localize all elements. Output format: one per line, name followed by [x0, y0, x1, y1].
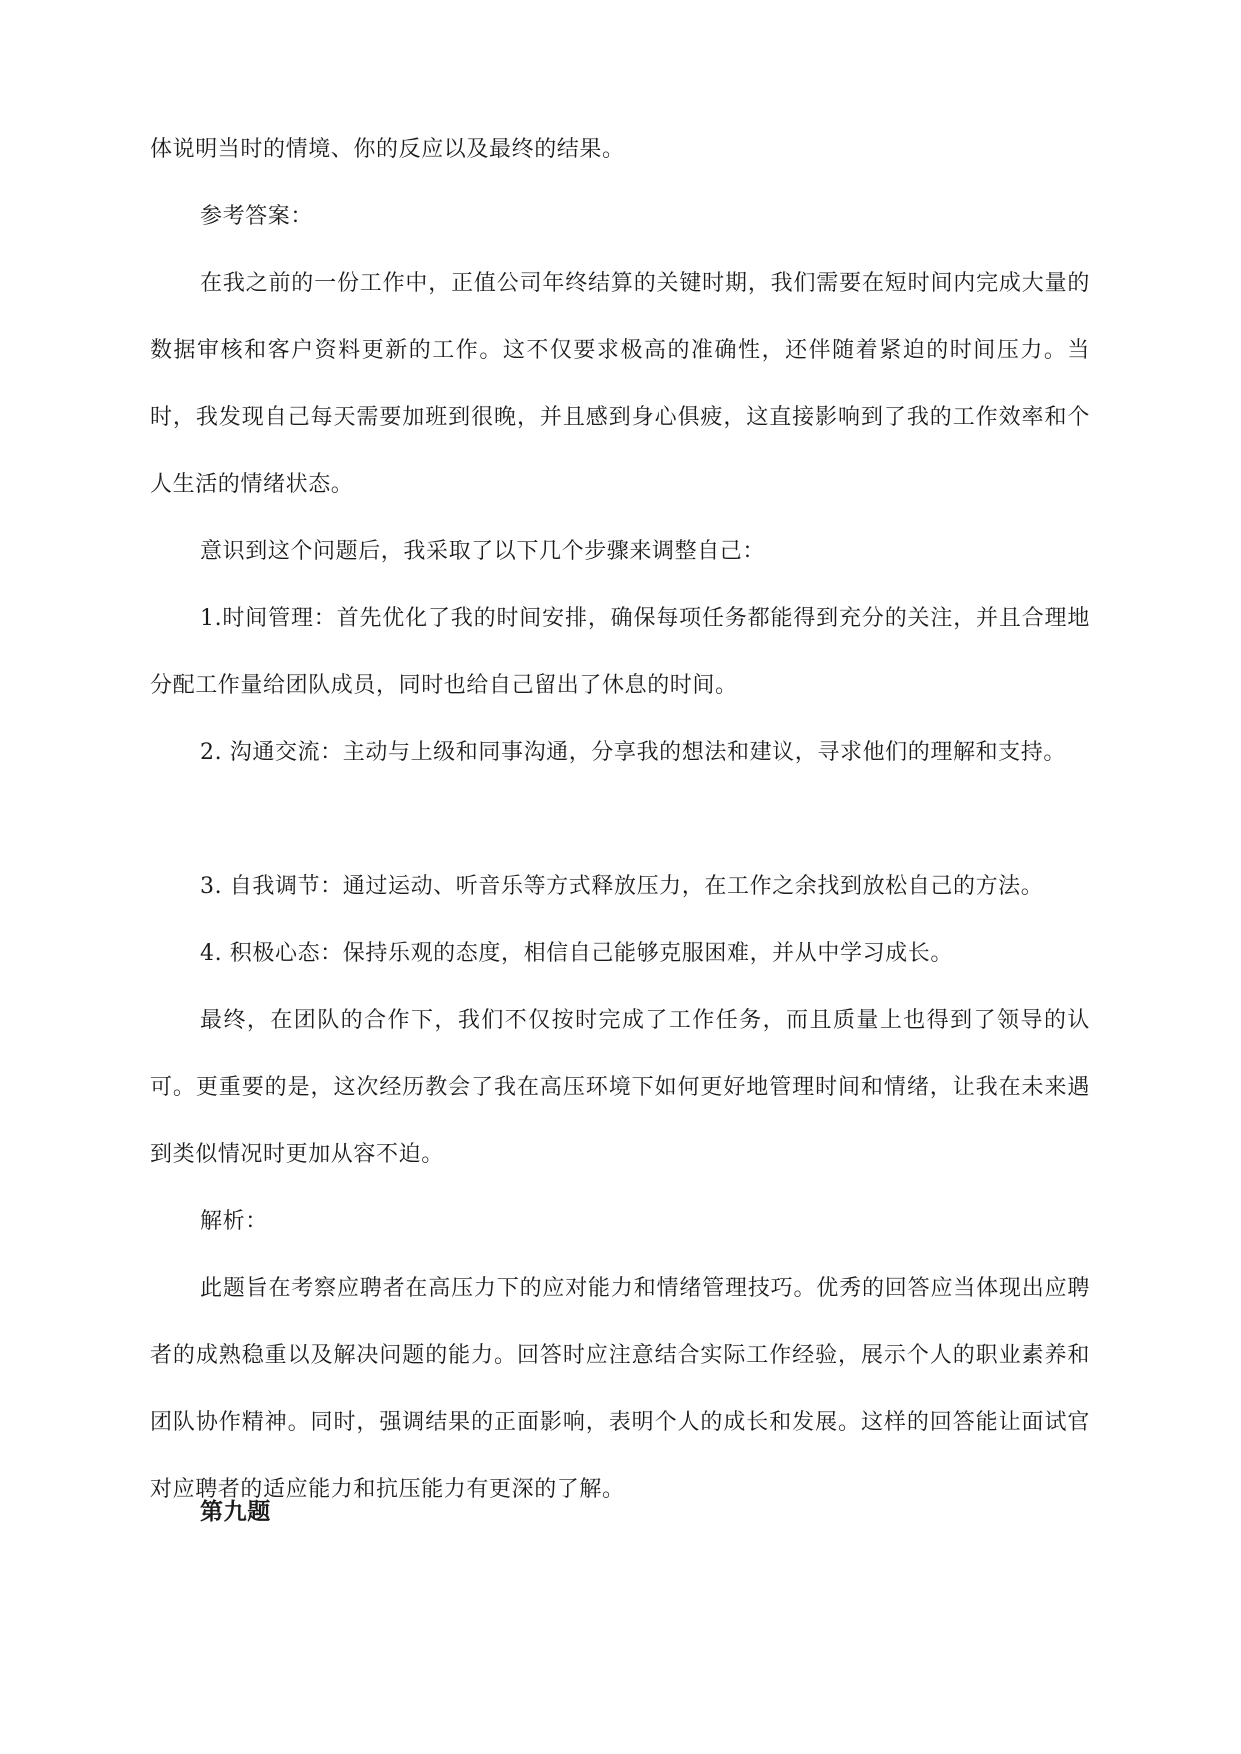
paragraph-intro-continuation: 体说明当时的情境、你的反应以及最终的结果。	[150, 137, 625, 162]
answer-paragraph-outcome: 最终，在团队的合作下，我们不仅按时完成了工作任务，而且质量上也得到了领导的认可。更重要的是，这次经历教会了我在高压环境下如何更好地管理时间和情绪，让我在未来遇到类似情况时更加从容不迫。	[150, 1008, 1090, 1167]
answer-step-time-management: 1.时间管理：首先优化了我的时间安排，确保每项任务都能得到充分的关注，并且合理地分配工作量给团队成员，同时也给自己留出了休息的时间。	[150, 606, 1090, 698]
reference-answer-label: 参考答案：	[200, 204, 314, 229]
answer-paragraph-situation: 在我之前的一份工作中，正值公司年终结算的关键时期，我们需要在短时间内完成大量的数据审核和客户资料更新的工作。这不仅要求极高的准确性，还伴随着紧迫的时间压力。当时，我发现自己每天需要加班到很晚，并且感到身心俱疲，这直接影响到了我的工作效率和个人生活的情绪状态。	[150, 271, 1090, 497]
analysis-label: 解析：	[200, 1209, 268, 1234]
answer-step-self-regulation: 3. 自我调节：通过运动、听音乐等方式释放压力，在工作之余找到放松自己的方法。	[200, 874, 1044, 899]
next-question-heading: 第九题	[200, 1499, 271, 1525]
answer-step-positive-attitude: 4. 积极心态：保持乐观的态度，相信自己能够克服困难，并从中学习成长。	[200, 941, 953, 966]
answer-step-communication: 2. 沟通交流：主动与上级和同事沟通，分享我的想法和建议，寻求他们的理解和支持。	[200, 740, 1066, 765]
answer-paragraph-steps-intro: 意识到这个问题后，我采取了以下几个步骤来调整自己：	[200, 539, 766, 564]
analysis-paragraph: 此题旨在考察应聘者在高压力下的应对能力和情绪管理技巧。优秀的回答应当体现出应聘者的成熟稳重以及解决问题的能力。回答时应注意结合实际工作经验，展示个人的职业素养和团队协作精神。同时，强调结果的正面影响，表明个人的成长和发展。这样的回答能让面试官对应聘者的适应能力和抗压能力有更深的了解。	[150, 1276, 1090, 1502]
